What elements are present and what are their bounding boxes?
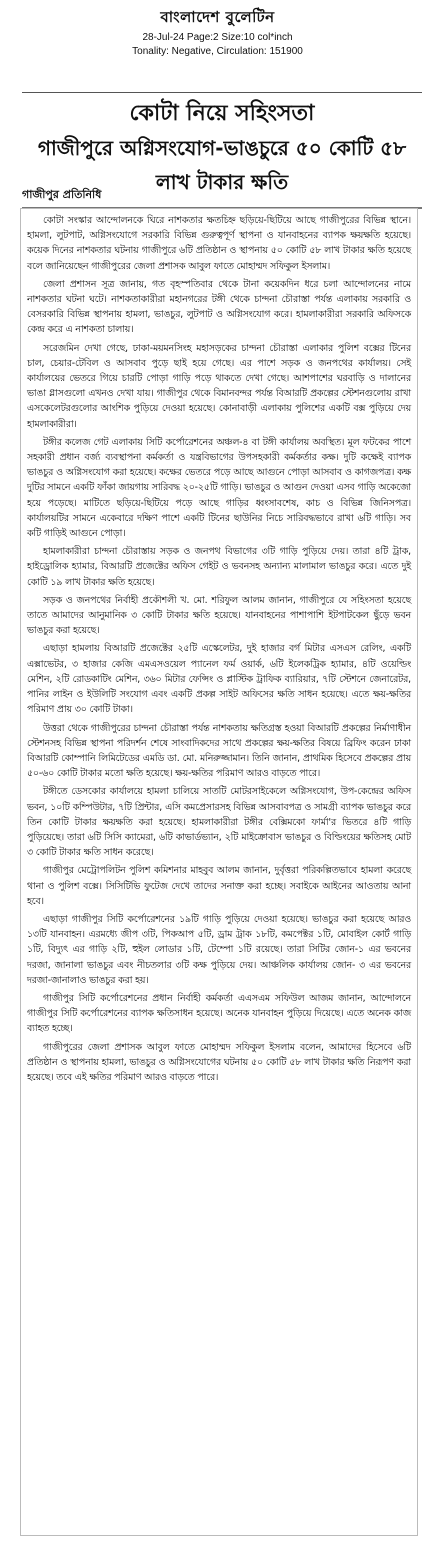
article-paragraph: টঙ্গীর কলেজ গেট এলাকায় সিটি কর্পোরেশনের অঞ্চল-৪ বা টঙ্গী কার্যালয় অবস্থিত। মূল ফটকের পাশে সহকারী প্রধান বর্জ্য ব্যবস্থাপনা কর্মকর্তা ও যন্ত্রবিভাগের উপসহকারী কর্মকর্তার কক্ষ। দুটি কক্ষেই ব্যাপক ভাঙচুর ও অগ্নিসংযোগ করা হয়েছে। কক্ষের ভেতরে পড়ে আছে আগুনে পোড়া আসবাব ও কাগজপত্র। কক্ষ দুটির সামনে একটি ফাঁকা জায়গায় সারিবদ্ধ ২০-২৫টি গাড়ি। ভাঙচুর ও আগুন দেওয়া এসব গাড়ি অকেজো হয়ে পড়েছে। মাটিতে ছড়িয়ে-ছিটিয়ে পড়ে আছে গাড়ির ধ্বংসাবশেষ, কাচ ও বিভিন্ন জিনিসপত্র। কার্যালয়টির সামনে একেবারে দক্ষিণ পাশে একটি টিনের ছাউনির নিচে সারিবদ্ধভাবে রাখা ৬টি গাড়ি। সব কটি গাড়িই আগুনে পোড়া।: [27, 436, 411, 540]
article-paragraph: টঙ্গীতে ডেসকোর কার্যালয়ে হামলা চালিয়ে সাতটি মোটরসাইকেলে অগ্নিসংযোগ, উপ-কেন্দ্রের অফিস ভবন, ১০টি কম্পিউটার, ৭টি প্রিন্টার, এসি কমপ্রেসারসহ বিভিন্ন আসবাবপত্র ও সামগ্রী ব্যাপক ভাঙচুর করে তিন কোটি টাকার ক্ষয়ক্ষতি করা হয়েছে। হামলাকারীরা টঙ্গীর বেক্সিমকো ফার্মা'র ভিতরে ৪টি গাড়ি পুড়িয়েছে। তারা ৬টি সিসি ক্যামেরা, ৬টি কাভার্ডভ্যান, ২টি মাইক্রোবাস ভাঙচুর ও বিল্ডিংয়ের ক্ষতিসহ মোট ৩ কোটি টাকার ক্ষতি সাধন করেছে।: [27, 786, 411, 859]
article-paragraph: এছাড়া গাজীপুর সিটি কর্পোরেশনের ১৯টি গাড়ি পুড়িয়ে দেওয়া হয়েছে। ভাঙচুর করা হয়েছে আরও ১৩টি যানবাহন। এরমধ্যে জীপ ৩টি, পিকআপ ৫টি, ড্রাম ট্রাক ১৮টি, কমপেক্টর ১টি, মোবাইল কোর্ট গাড়ি ১টি, বিদ্যুৎ এর গাড়ি ২টি, হুইল লোডার ১টি, টেম্পো ১টি রয়েছে। তারা সিটির জোন-১ এর ভবনের দরজা, জানালা ভাঙচুর এবং নীচতলার ৩টি কক্ষ পুড়িয়ে দেয়। আঞ্চলিক কার্যালয় জোন- ৩ এর ভবনের দরজা-জানালাও ভাঙচুর করা হয়।: [27, 913, 411, 986]
article-paragraph: সরেজমিন দেখা গেছে, ঢাকা-ময়মনসিংহ মহাসড়কের চান্দনা চৌরাস্তা এলাকার পুলিশ বক্সের টিনের চাল, চেয়ার-টেবিল ও আসবাব পুড়ে ছাই হয়ে গেছে। এর পাশে সড়ক ও জনপথের কার্যালয়। সেই কার্যালয়ের ভেতরে গিয়ে চারটি পোড়া গাড়ি পড়ে থাকতে দেখা গেছে। আশপাশের ঘরবাড়ি ও দালানের ভাঙা গ্লাসগুলো এখনও দেখা যায়। গাজীপুর থেকে বিমানবন্দর পর্যন্ত বিআরটি প্রকল্পের স্টেশনগুলোয় রাখা এসকেলেটরগুলোর আংশিক পুড়িয়ে দেওয়া হয়েছে। কোনাবাড়ী এলাকায় পুলিশের একটি বক্স পুড়িয়ে দেয় হামলাকারীরা।: [27, 342, 411, 430]
article-paragraph: জেলা প্রশাসন সূত্র জানায়, গত বৃহস্পতিবার থেকে টানা কয়েকদিন ধরে চলা আন্দোলনের নামে নাশকতার ঘটনা ঘটে। নাশকতাকারীরা মহানগরের টঙ্গী থেকে চান্দনা চৌরাস্তা পর্যন্ত এলাকায় সরকারি ও বেসরকারি বিভিন্ন স্থাপনায় হামলা, ভাঙচুর, লুটপাট ও অগ্নিসংযোগ করে। হামলাকারীরা সরকারি অফিসকে কেন্দ্র করে এ নাশকতা চালায়।: [27, 278, 411, 336]
headline-main: গাজীপুরে অগ্নিসংযোগ-ভাঙচুরে ৫০ কোটি ৫৮ লাখ টাকার ক্ষতি: [37, 136, 407, 194]
article-paragraph: কোটা সংস্কার আন্দোলনকে ঘিরে নাশকতার ক্ষতচিহ্ন ছড়িয়ে-ছিটিয়ে আছে গাজীপুরের বিভিন্ন স্থানে। হামলা, লুটপাট, অগ্নিসংযোগে সরকারি বিভিন্ন গুরুত্বপূর্ণ স্থাপনা ও যানবাহনের ব্যাপক ক্ষয়ক্ষতি হয়েছে। কয়েক দিনের নাশকতার ঘটনায় গাজীপুরে ৬টি প্রতিষ্ঠান ও স্থাপনায় ৫০ কোটি ৫৮ লাখ টাকার ক্ষতি হয়েছে বলে জানিয়েছেন গাজীপুরের জেলা প্রশাসক আবুল ফাতে মোহাম্মদ সফিকুল ইসলাম।: [27, 215, 411, 272]
article-paragraph: গাজীপুর মেট্রোপলিটন পুলিশ কমিশনার মাহবুব আলম জানান, দুর্বৃত্তরা পরিকল্পিতভাবে হামলা করেছে থানা ও পুলিশ বক্সে। সিসিটিভি ফুটেজ দেখে তাদের সনাক্ত করা হচ্ছে। সবাইকে আইনের আওতায় আনা হবে।: [27, 865, 411, 907]
article-body: [20, 208, 418, 1536]
clip-header: [0, 0, 435, 90]
article-paragraph: এছাড়া হামলায় বিআরটি প্রজেক্টের ২৫টি এস্কেলেটর, দুই হাজার বর্গ মিটার এসএস রেলিং, একটি এক্সাভেটর, ৩ হাজার কেজি এমএসওয়েল প্যানেল ফর্ম ওয়ার্ক, ৬টি ইলেকট্রিক হ্যামার, ৪টি ওয়েল্ডিং মেশিন, ২টি রোডকাটিং মেশিন, ৩৬০ মিটার ফেন্সিং ও প্লাস্টিক ট্রাফিক ব্যারিয়ার, ৭টি স্টেশনে জেনারেটর, পানির লাইন ও ইউলিটি সংযোগ এবং একটি প্রকল্প সাইট অফিসের ক্ষতি সাধন হয়েছে। এতে ক্ষয়-ক্ষতির পরিমাণ প্রায় ৩০ কোটি টাকা।: [27, 643, 411, 716]
article-paragraph: হামলাকারীরা চান্দনা চৌরাস্তায় সড়ক ও জনপথ বিভাগের ৩টি গাড়ি পুড়িয়ে দেয়। তারা ৪টি ট্রাক, হাইড্রোলিক হ্যামার, বিআরটি প্রজেক্টের অফিস গেইট ও ভবনসহ অন্যান্য মালামাল ভাঙচুর করে। এতে দুই কোটি ১৯ লাখ টাকার ক্ষতি হয়েছে।: [27, 546, 411, 588]
article-paragraph: সড়ক ও জনপথের নির্বাহী প্রকৌশলী খ. মো. শরিফুল আলম জানান, গাজীপুরে যে সহিংসতা হয়েছে তাতে আমাদের আনুমানিক ৩ কোটি টাকার ক্ষতি হয়েছে। যানবাহনের পাশাপাশি ইটপাটকেল ছুঁড়ে ভবন ভাঙচুর করা হয়েছে।: [27, 594, 411, 637]
article-paragraph: গাজীপুর সিটি কর্পোরেশনের প্রধান নির্বাহী কর্মকর্তা এএসএম সফিউল আজম জানান, আন্দোলনে গাজীপুর সিটি কর্পোরেশনের ব্যাপক ক্ষতিসাধন হয়েছে। অনেক যানবাহন পুড়িয়ে দিয়েছে। এতে অনেক কাজ ব্যাহত হচ্ছে।: [27, 992, 411, 1035]
clip-meta-date-page: 28-Jul-24 Page:2 Size:10 col*inch: [142, 32, 293, 43]
headline-block: [22, 92, 422, 199]
clip-meta-tonality: Tonality: Negative, Circulation: 151900: [132, 46, 303, 57]
headline-kicker: কোটা নিয়ে সহিংসতা: [129, 101, 315, 126]
article-paragraph: গাজীপুরের জেলা প্রশাসক আবুল ফাতে মোহাম্মদ সফিকুল ইসলাম বলেন, আমাদের হিসেবে ৬টি প্রতিষ্ঠান ও স্থাপনায় হামলা, ভাঙচুর ও অগ্নিসংযোগের ঘটনায় ৫০ কোটি ৫৮ লাখ টাকার ক্ষতি নিরূপণ করা হয়েছে। তবে এই ক্ষতির পরিমাণ আরও বাড়তে পারে।: [27, 1041, 411, 1083]
newspaper-masthead: বাংলাদেশ বুলেটিন: [160, 8, 275, 26]
byline: গাজীপুর প্রতিনিধি: [22, 186, 422, 209]
article-paragraph: উত্তরা থেকে গাজীপুরের চান্দনা চৌরাস্তা পর্যন্ত নাশকতায় ক্ষতিগ্রস্ত হওয়া বিআরটি প্রকল্পের নির্মাণাধীন স্টেশনসহ বিভিন্ন স্থাপনা পরিদর্শন শেষে সাংবাদিকদের সাথে প্রকল্পের ক্ষয়-ক্ষতির বিষয়ে ব্রিফিং করেন ঢাকা বিআরটি কোম্পানি লিমিটেডের এমডি ডা. মো. মনিরুজ্জামান। তিনি জানান, প্রাথমিক হিসেবে প্রকল্পের প্রায় ৫০-৬০ কোটি টাকার মতো ক্ষতি হয়েছে। ক্ষয়-ক্ষতির পরিমাণ আরও বাড়তে পারে।: [27, 722, 411, 780]
